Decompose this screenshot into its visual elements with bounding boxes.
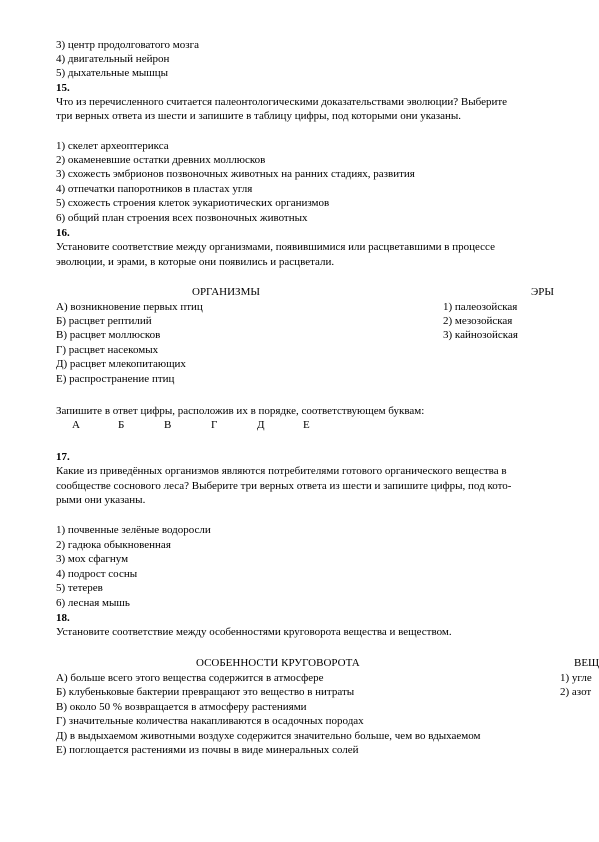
q17-option-2: 2) гадюка обыкновенная xyxy=(56,539,171,551)
q15-option-3: 3) схожесть эмбрионов позвоночных животных на ранних стадиях, развития xyxy=(56,168,415,180)
q16-letter-d: Д xyxy=(257,419,265,431)
q16-left-header: ОРГАНИЗМЫ xyxy=(192,286,260,298)
q14-option-3: 3) центр продолговатого мозга xyxy=(56,39,200,51)
q18-text: Установите соответствие между особенностями круговорота вещества и веществом. xyxy=(56,626,452,638)
q16-right-item-2: 2) мезозойская xyxy=(443,315,513,327)
q15-text-line-1: Что из перечисленного считается палеонтологическими доказательствами эволюции? Выберите xyxy=(56,96,508,108)
q17-option-4: 4) подрост сосны xyxy=(56,568,138,580)
q15-option-2: 2) окаменевшие остатки древних моллюсков xyxy=(56,154,266,166)
q16-answer-prompt: Запишите в ответ цифры, расположив их в порядке, соответствующем буквам: xyxy=(56,405,425,417)
q18-left-item-g: Г) значительные количества накапливаются в осадочных породах xyxy=(56,715,364,727)
q17-option-5: 5) тетерев xyxy=(56,582,103,594)
q15-option-5: 5) схожесть строения клеток эукариотических организмов xyxy=(56,197,330,209)
q18-right-item-1: 1) угле xyxy=(560,672,592,684)
q15-number: 15. xyxy=(56,82,70,94)
q16-text-line-1: Установите соответствие между организмами, появившимися или расцветавшими в процессе xyxy=(56,241,495,253)
q16-right-item-3: 3) кайнозойская xyxy=(443,329,518,341)
q14-option-5: 5) дыхательные мышцы xyxy=(56,67,169,79)
q16-number: 16. xyxy=(56,227,70,239)
q18-left-header: ОСОБЕННОСТИ КРУГОВОРОТА xyxy=(196,657,360,669)
q18-right-header: ВЕЩ xyxy=(574,657,599,669)
q15-text-line-2: три верных ответа из шести и запишите в таблицу цифры, под которыми они указаны. xyxy=(56,110,462,122)
q18-left-item-v: В) около 50 % возвращается в атмосферу растениями xyxy=(56,701,307,713)
q18-number: 18. xyxy=(56,612,70,624)
q16-letter-v: В xyxy=(164,419,172,431)
q15-option-4: 4) отпечатки папоротников в пластах угля xyxy=(56,183,253,195)
q16-letter-a: А xyxy=(72,419,80,431)
q16-letter-g: Г xyxy=(211,419,218,431)
q16-text-line-2: эволюции, и эрами, в которые они появились и расцветали. xyxy=(56,256,335,268)
q17-option-1: 1) почвенные зелёные водоросли xyxy=(56,524,211,536)
q17-text-line-2: сообществе соснового леса? Выберите три верных ответа из шести и запишите цифры, под кото- xyxy=(56,480,512,492)
q17-number: 17. xyxy=(56,451,70,463)
q17-option-6: 6) лесная мышь xyxy=(56,597,130,609)
q17-text-line-3: рыми они указаны. xyxy=(56,494,146,506)
q18-left-item-d: Д) в выдыхаемом животными воздухе содержится значительно больше, чем во вдыхаемом xyxy=(56,730,481,742)
q16-left-item-v: В) расцвет моллюсков xyxy=(56,329,161,341)
q16-left-item-d: Д) расцвет млекопитающих xyxy=(56,358,186,370)
q17-option-3: 3) мох сфагнум xyxy=(56,553,129,565)
q16-right-header: ЭРЫ xyxy=(531,286,554,298)
q16-left-item-b: Б) расцвет рептилий xyxy=(56,315,152,327)
q16-left-item-g: Г) расцвет насекомых xyxy=(56,344,159,356)
q15-option-1: 1) скелет археоптерикса xyxy=(56,140,169,152)
q18-left-item-e: Е) поглощается растениями из почвы в виде минеральных солей xyxy=(56,744,359,756)
q16-right-item-1: 1) палеозойская xyxy=(443,301,518,313)
q14-option-4: 4) двигательный нейрон xyxy=(56,53,170,65)
q18-right-item-2: 2) азот xyxy=(560,686,592,698)
q16-left-item-a: А) возникновение первых птиц xyxy=(56,301,203,313)
q15-option-6: 6) общий план строения всех позвоночных животных xyxy=(56,212,308,224)
q16-letter-e: Е xyxy=(303,419,310,431)
q17-text-line-1: Какие из приведённых организмов являются потребителями готового органического вещества в xyxy=(56,465,507,477)
q18-left-item-b: Б) клубеньковые бактерии превращают это вещество в нитраты xyxy=(56,686,355,698)
q16-letter-b: Б xyxy=(118,419,125,431)
q16-left-item-e: Е) распространение птиц xyxy=(56,373,175,385)
q18-left-item-a: А) больше всего этого вещества содержится в атмосфере xyxy=(56,672,324,684)
